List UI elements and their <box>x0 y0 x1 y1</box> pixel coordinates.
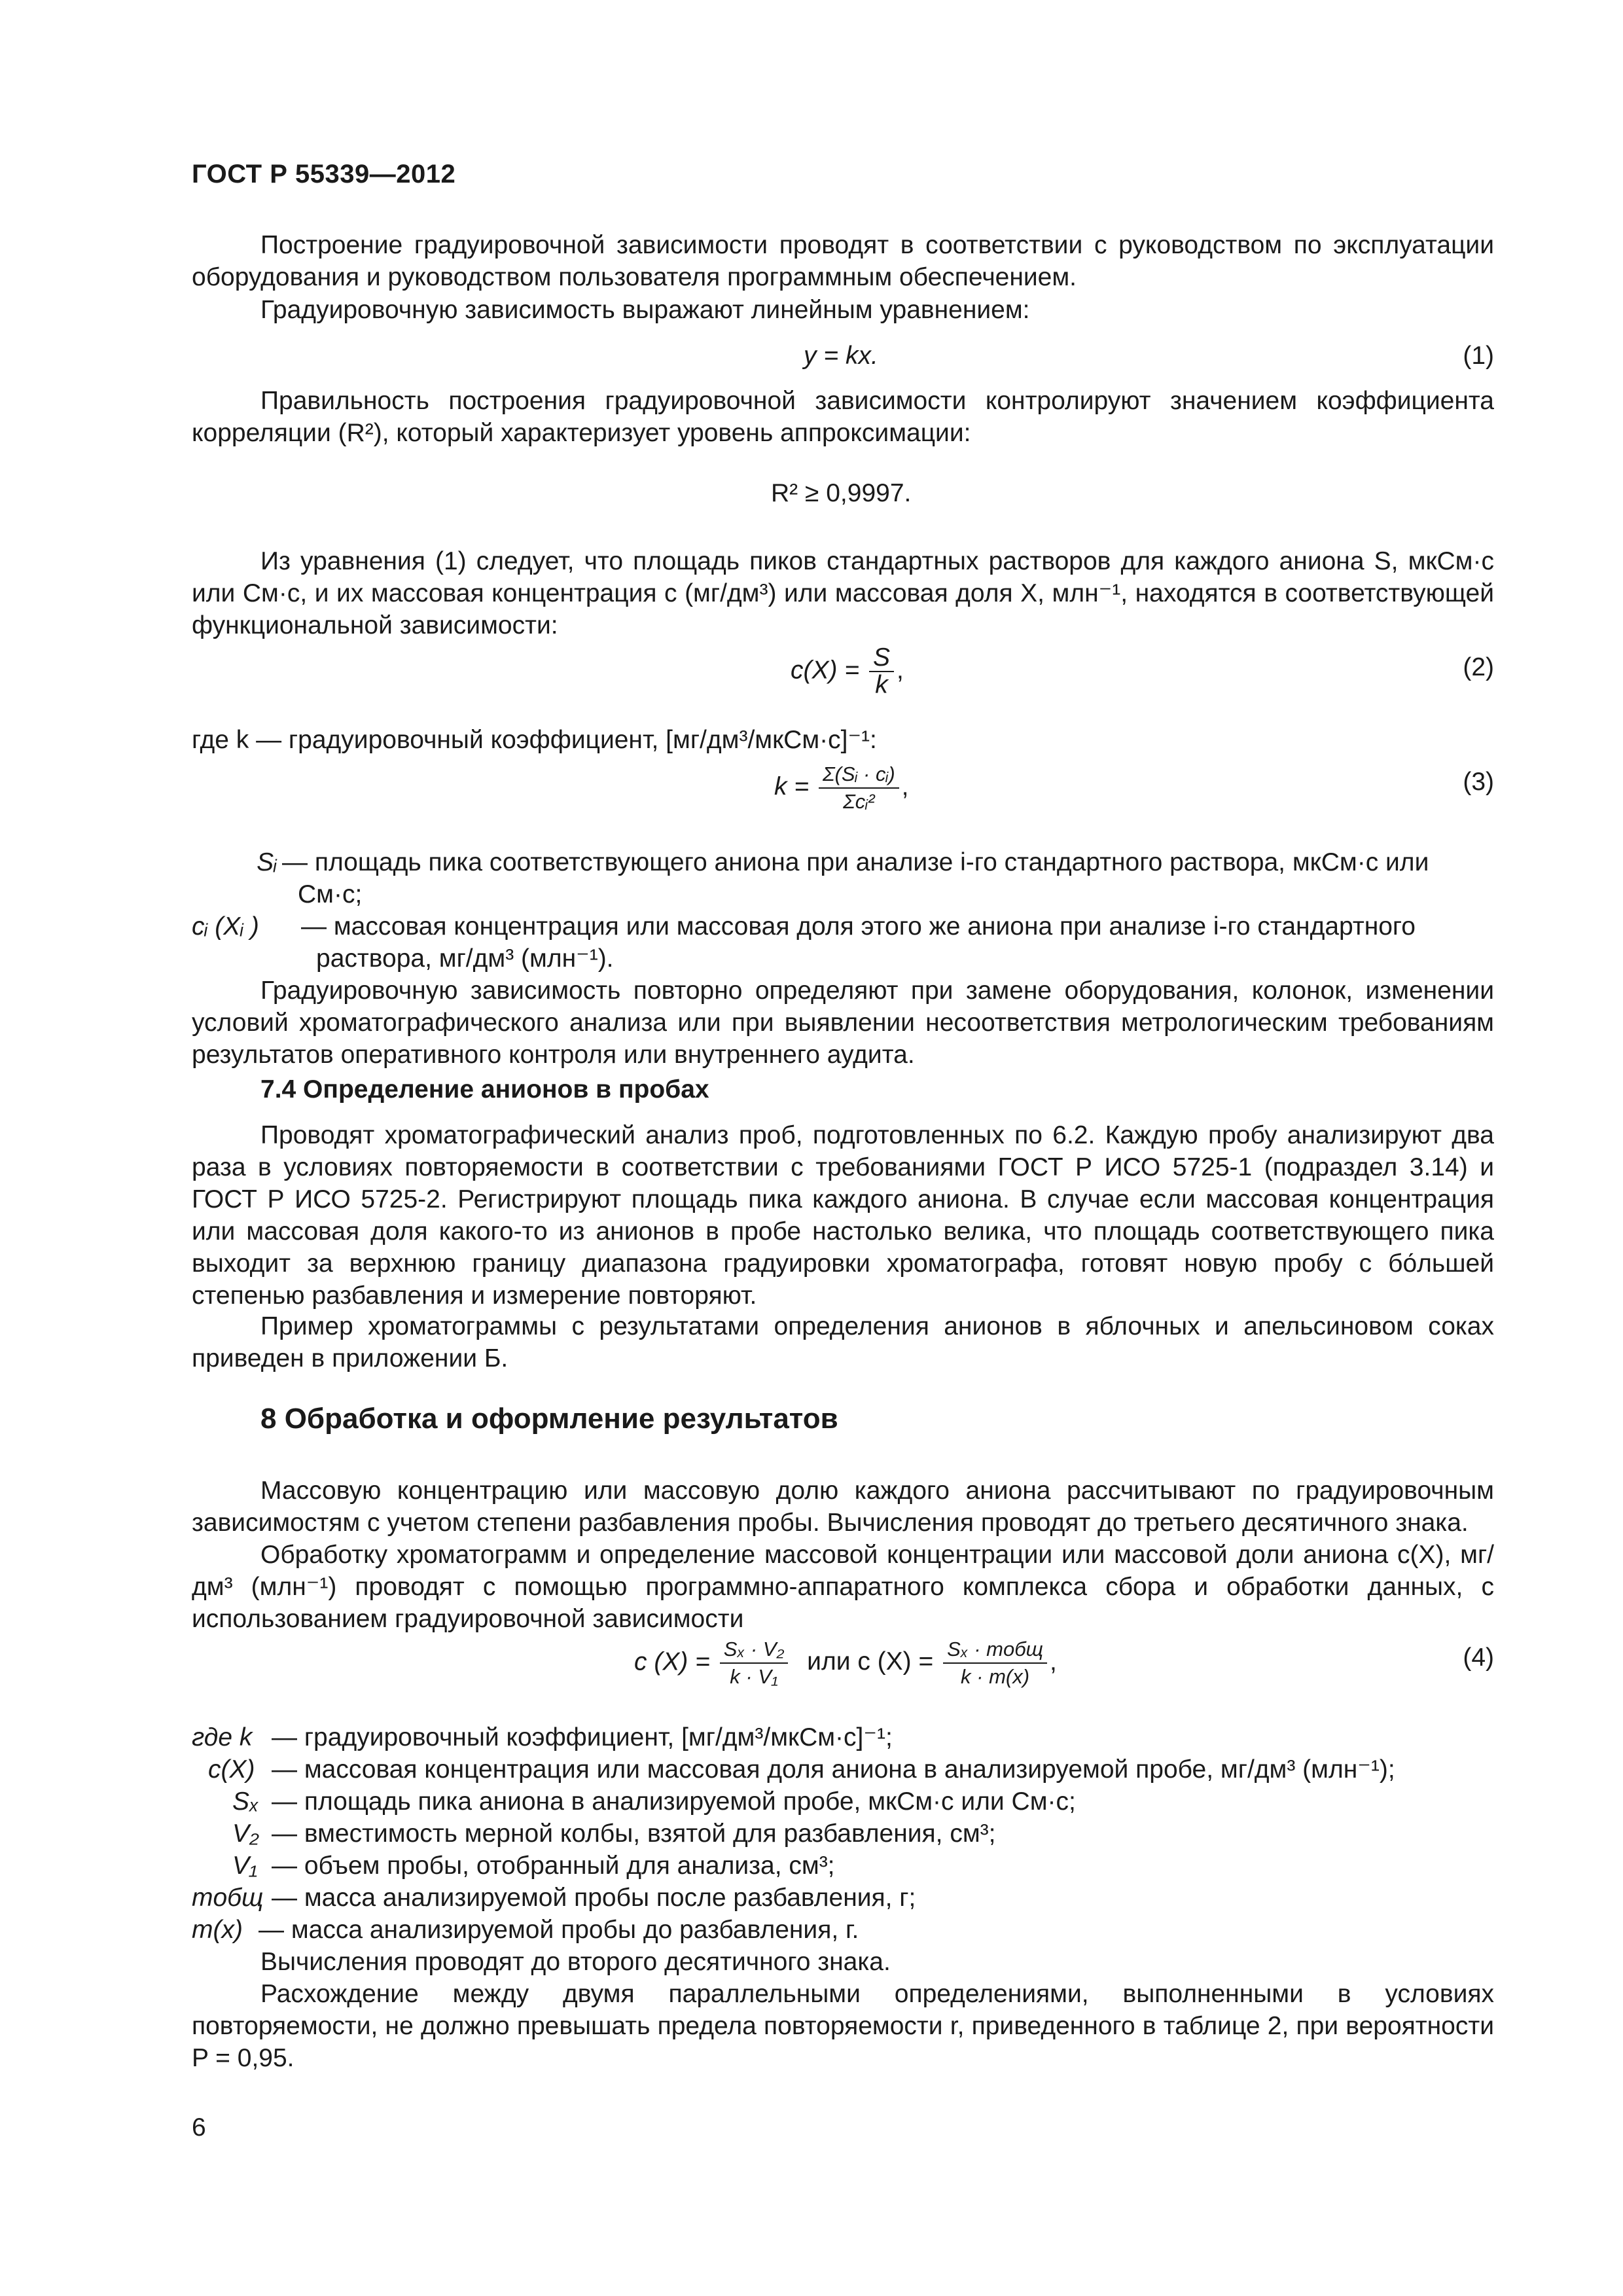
definition-text: — масса анализируемой пробы после разбавления, г; <box>272 1884 916 1912</box>
equation-3-numerator: Σ(Sᵢ · cᵢ) <box>819 761 899 789</box>
paragraph-linear-equation-intro: Градуировочную зависимость выражают линейным уравнением: <box>260 296 1030 324</box>
equation-4-middle: или c (X) = <box>807 1647 934 1676</box>
equation-r2: R² ≥ 0,9997. <box>771 479 912 507</box>
equation-4-number: (4) <box>1463 1643 1494 1672</box>
paragraph-correlation: Правильность построения градуировочной зависимости контролируют значением коэффициента корреляции (R²), который характеризует уровень аппроксимации: <box>192 387 1494 447</box>
equation-4-denominator-1: k · V₁ <box>730 1665 778 1688</box>
definition-row-continuation <box>192 942 1494 975</box>
definitions-list-1 <box>192 846 1494 975</box>
definition-text: — вместимость мерной колбы, взятой для разбавления, см³; <box>272 1820 996 1848</box>
equation-2-denominator: k <box>875 671 888 699</box>
equation-4-fraction-2 <box>943 1636 1047 1690</box>
equation-2-tail: , <box>896 656 904 685</box>
equation-4-numerator-1: Sₓ · V₂ <box>720 1636 789 1664</box>
definition-text: — градуировочный коэффициент, [мг/дм³/мкСм·с]⁻¹; <box>272 1723 893 1751</box>
paragraph-chromatographic-analysis: Проводят хроматографический анализ проб, подготовленных по 6.2. Каждую пробу анализируют два раза в условиях повторяемости в соответствии с требованиями ГОСТ Р ИСО 5725-1 (подраздел 3.14) и ГОСТ Р ИСО 5725-2. Регистрируют площадь пика каждого аниона. В случае если массовая концентрация или массовая доля какого-то из анионов в пробе настолько велика, что площадь соответствующего пика выходит за верхнюю границу диапазона градуировки хроматографа, готовят новую пробу с бо́льшей степенью разбавления и измерение повторяют. <box>192 1121 1494 1310</box>
equation-3-lhs: k = <box>774 772 810 801</box>
definition-row <box>192 910 1494 942</box>
section-8-heading: 8 Обработка и оформление результатов <box>260 1403 838 1435</box>
definition-text: — масса анализируемой пробы до разбавления, г. <box>259 1916 859 1944</box>
definition-text-cont: раствора, мг/дм³ (млн⁻¹). <box>316 944 614 973</box>
equation-3-tail: , <box>901 772 909 801</box>
equation-3-denominator: Σcᵢ² <box>843 790 875 813</box>
definition-text: — объем пробы, отобранный для анализа, см³; <box>272 1852 835 1880</box>
paragraph-functional-dependence: Из уравнения (1) следует, что площадь пиков стандартных растворов для каждого аниона S, мкСм·с или См·с, и их массовая концентрация c (мг/дм³) или массовая доля X, млн⁻¹, находятся в соответствующей функциональной зависимости: <box>192 547 1494 639</box>
definition-row <box>192 1818 1494 1850</box>
paragraph-repeatability: Расхождение между двумя параллельными определениями, выполненными в условиях повторяемости, не должно превышать предела повторяемости r, приведенного в таблице 2, при вероятности P = 0,95. <box>192 1980 1494 2072</box>
definition-text: — площадь пика аниона в анализируемой пробе, мкСм·с или См·с; <box>272 1787 1076 1816</box>
definition-text: — площадь пика соответствующего аниона при анализе i-го стандартного раствора, мкСм·с или <box>282 848 1429 876</box>
equation-1-text: y = kx. <box>804 342 878 370</box>
definition-symbol: c(X) <box>208 1755 255 1784</box>
equation-4-tail: , <box>1050 1647 1057 1676</box>
definitions-list-2 <box>192 1721 1494 1946</box>
equation-4-fraction-1 <box>720 1636 789 1690</box>
paragraph-recalibration: Градуировочную зависимость повторно определяют при замене оборудования, колонок, изменении условий хроматографического анализа или при выявлении несоответствия метрологическим требованиям результатов оперативного контроля или внутреннего аудита. <box>192 977 1494 1069</box>
page-number: 6 <box>192 2113 206 2142</box>
definition-symbol: m(x) <box>192 1916 243 1944</box>
subsection-7-4-heading: 7.4 Определение анионов в пробах <box>260 1075 709 1103</box>
equation-3-fraction <box>819 761 899 815</box>
equation-2-fraction <box>869 645 894 698</box>
equation-2-numerator: S <box>869 645 894 672</box>
paragraph-processing: Обработку хроматограмм и определение массовой концентрации или массовой доли аниона c(X), мг/дм³ (млн⁻¹) проводят с помощью программно-аппаратного комплекса сбора и обработки данных, с использованием градуировочной зависимости <box>192 1541 1494 1633</box>
equation-4 <box>634 1636 1057 1690</box>
equation-1-number: (1) <box>1463 342 1494 370</box>
definition-text-cont: См·с; <box>298 880 363 908</box>
definition-text: — массовая концентрация или массовая доля аниона в анализируемой пробе, мг/дм³ (млн⁻¹); <box>272 1755 1395 1784</box>
definition-row <box>192 1882 1494 1914</box>
definition-symbol: Sₓ <box>232 1787 259 1816</box>
where-k-definition: где k — градуировочный коэффициент, [мг/дм³/мкСм·с]⁻¹: <box>192 726 877 754</box>
equation-3 <box>774 761 909 815</box>
definition-symbol: V₁ <box>232 1852 258 1880</box>
definition-symbol: mобщ <box>192 1884 264 1912</box>
equation-3-number: (3) <box>1463 768 1494 796</box>
definition-symbol: V₂ <box>232 1820 259 1848</box>
definition-text: — массовая концентрация или массовая доля этого же аниона при анализе i-го стандартного <box>301 912 1416 941</box>
definition-row <box>192 1914 1494 1946</box>
paragraph-calibration-construction: Построение градуировочной зависимости проводят в соответствии с руководством по эксплуатации оборудования и руководством пользователя программным обеспечением. <box>192 231 1494 291</box>
equation-4-lhs-1: c (X) = <box>634 1647 710 1676</box>
equation-1 <box>804 340 878 372</box>
equation-2-lhs: c(X) = <box>791 656 860 685</box>
definition-row <box>192 846 1494 878</box>
definition-symbol: Sᵢ <box>257 848 277 876</box>
definition-row <box>192 1850 1494 1882</box>
definition-row <box>192 1785 1494 1818</box>
equation-2 <box>791 645 904 698</box>
equation-4-numerator-2: Sₓ · mобщ <box>943 1636 1047 1664</box>
definition-row <box>192 1753 1494 1785</box>
definition-row <box>192 1721 1494 1753</box>
paragraph-second-decimal: Вычисления проводят до второго десятичного знака. <box>260 1948 891 1976</box>
definition-symbol: cᵢ (Xᵢ ) <box>192 912 259 941</box>
document-header: ГОСТ Р 55339—2012 <box>192 160 456 188</box>
paragraph-example-reference: Пример хроматограммы с результатами определения анионов в яблочных и апельсиновом соках приведен в приложении Б. <box>192 1312 1494 1372</box>
definition-row-continuation <box>192 878 1494 910</box>
equation-4-denominator-2: k · m(x) <box>961 1665 1030 1688</box>
paragraph-mass-concentration: Массовую концентрацию или массовую долю каждого аниона рассчитывают по градуировочным зависимостям с учетом степени разбавления пробы. Вычисления проводят до третьего десятичного знака. <box>192 1477 1494 1537</box>
equation-2-number: (2) <box>1463 653 1494 681</box>
definition-symbol: где k <box>192 1723 253 1751</box>
